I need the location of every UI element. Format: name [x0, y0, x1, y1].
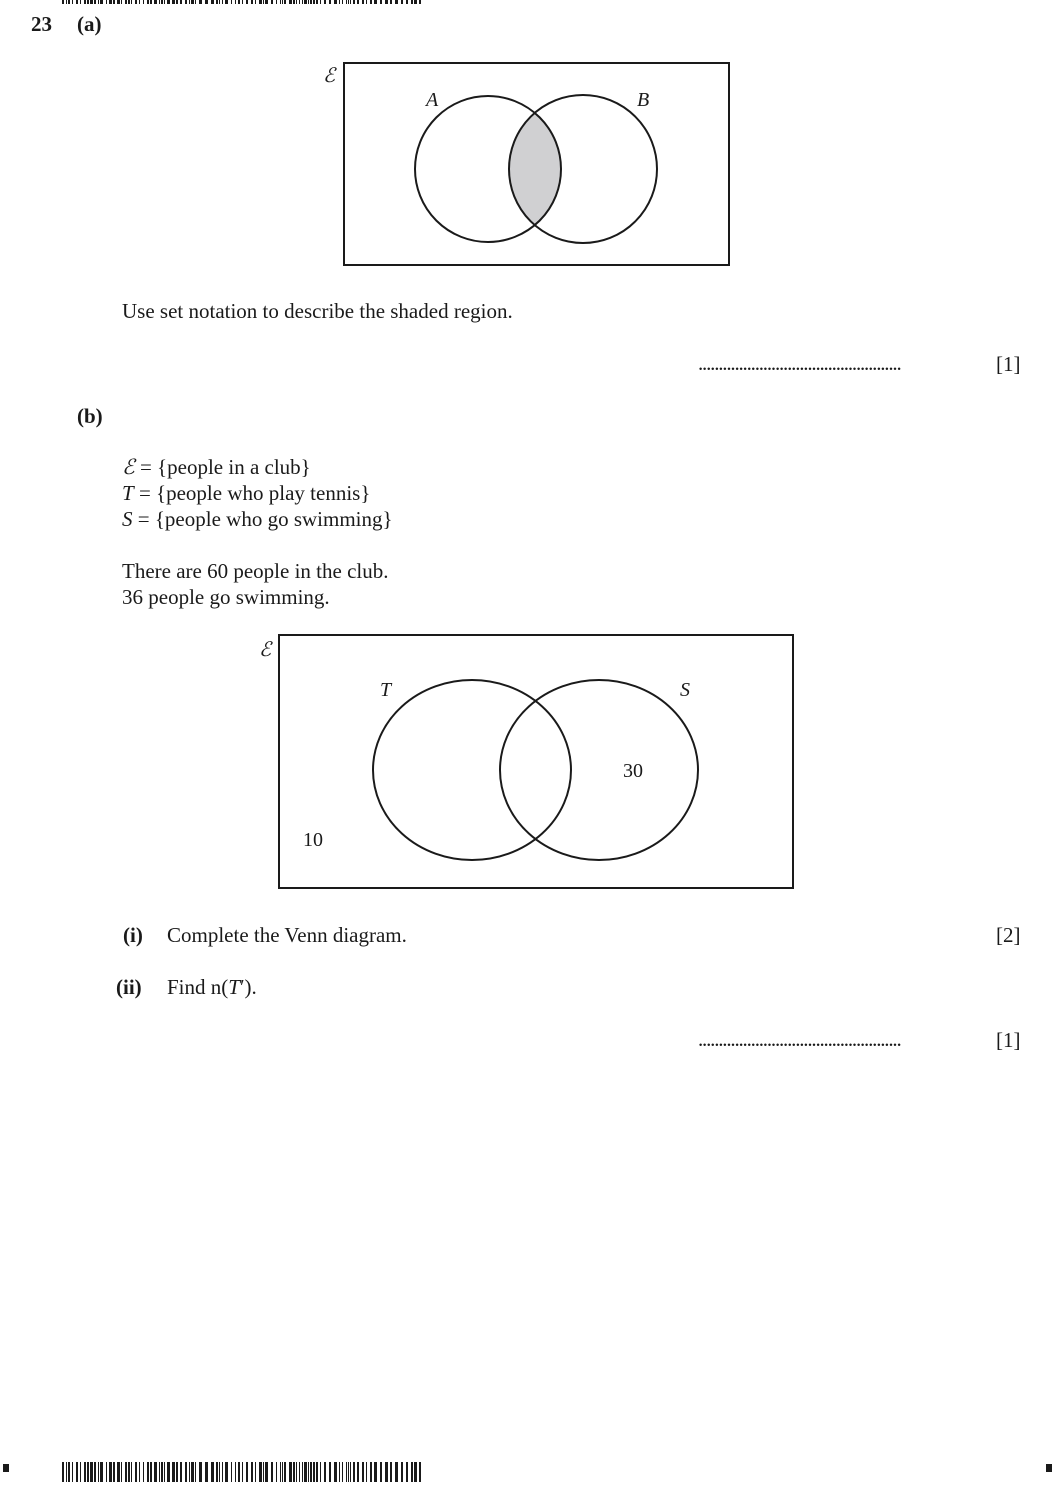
barcode-bar: [390, 0, 392, 4]
barcode-bar: [80, 0, 81, 4]
barcode-bar: [353, 1462, 355, 1482]
barcode-bar: [219, 0, 220, 4]
barcode-bar: [225, 1462, 228, 1482]
barcode-bar: [180, 1462, 182, 1482]
barcode-bar: [222, 0, 223, 4]
barcode-bar: [195, 1462, 196, 1482]
barcode-bar: [246, 1462, 248, 1482]
barcode-bar: [131, 1462, 132, 1482]
barcode-bar: [334, 0, 337, 4]
definition-tennis: [122, 480, 370, 506]
circle-t: [373, 680, 571, 860]
barcode-bar: [308, 1462, 309, 1482]
barcode-bar: [329, 0, 331, 4]
barcode-bar: [216, 0, 218, 4]
barcode-bar: [320, 0, 321, 4]
definition-text: = {people who play tennis}: [138, 481, 371, 505]
barcode-bar: [406, 1462, 408, 1482]
barcode-bar: [211, 0, 214, 4]
barcode-bar: [235, 1462, 236, 1482]
barcode-bar: [90, 0, 93, 4]
barcode-bar: [350, 1462, 351, 1482]
barcode-bar: [135, 1462, 137, 1482]
barcode-bar: [255, 0, 256, 4]
barcode-bar: [222, 1462, 223, 1482]
barcode-bar: [117, 0, 120, 4]
barcode-bar: [276, 1462, 277, 1482]
barcode-bar: [246, 0, 248, 4]
sub-ii-label: (ii): [116, 975, 142, 999]
barcode-bar: [185, 0, 187, 4]
circle-s: [500, 680, 698, 860]
barcode-bar: [150, 0, 152, 4]
barcode-bar: [380, 0, 382, 4]
universal-symbol: ℰ: [259, 639, 272, 661]
barcode-bar: [216, 1462, 218, 1482]
answer-line-b-ii[interactable]: ..................................................: [698, 1027, 901, 1051]
barcode-bar: [100, 1462, 103, 1482]
set-a-label: A: [426, 89, 439, 111]
barcode-bar: [154, 1462, 157, 1482]
barcode-bar: [293, 1462, 295, 1482]
info-line: 36 people go swimming.: [122, 585, 330, 609]
definition-symbol: ℰ: [122, 455, 135, 479]
barcode-bar: [113, 0, 115, 4]
barcode-bar: [94, 1462, 96, 1482]
sub-ii-text-pre: Find n(: [167, 975, 229, 999]
barcode-bar: [84, 0, 86, 4]
info-line: There are 60 people in the club.: [122, 559, 389, 583]
barcode-bar: [310, 0, 312, 4]
barcode-bar: [189, 0, 190, 4]
barcode-bar: [346, 0, 347, 4]
barcode-bar: [299, 0, 300, 4]
barcode-bar: [117, 1462, 120, 1482]
marks-b-i: [2]: [996, 923, 1021, 947]
sub-i-text: Complete the Venn diagram.: [167, 923, 407, 947]
barcode-bar: [231, 1462, 232, 1482]
barcode-bar: [348, 1462, 349, 1482]
barcode-bar: [284, 1462, 286, 1482]
barcode-bar: [211, 1462, 214, 1482]
barcode-bar: [414, 1462, 417, 1482]
barcode-bar: [121, 0, 122, 4]
barcode-bar: [87, 1462, 89, 1482]
barcode-bar: [199, 1462, 202, 1482]
barcode-bar: [205, 0, 208, 4]
barcode-bar: [406, 0, 408, 4]
barcode-bar: [235, 0, 236, 4]
barcode-bar: [304, 1462, 307, 1482]
barcode-bar: [176, 0, 178, 4]
barcode-bar: [66, 0, 67, 4]
barcode-bar: [329, 1462, 331, 1482]
part-b-label: (b): [77, 404, 103, 428]
part-a-instruction: Use set notation to describe the shaded region.: [122, 299, 513, 323]
barcode-bar: [334, 1462, 337, 1482]
barcode-bar: [370, 0, 372, 4]
barcode-bar: [109, 1462, 112, 1482]
barcode-bar: [80, 1462, 81, 1482]
bottom-barcode: [62, 1462, 424, 1482]
barcode-bar: [131, 0, 132, 4]
marks-a: [1]: [996, 352, 1021, 376]
barcode-bar: [302, 1462, 303, 1482]
barcode-bar: [159, 1462, 160, 1482]
universal-set-box: [279, 635, 793, 888]
barcode-bar: [320, 1462, 321, 1482]
universal-symbol: ℰ: [323, 65, 336, 87]
barcode-bar: [84, 1462, 86, 1482]
barcode-bar: [199, 0, 202, 4]
barcode-bar: [324, 0, 326, 4]
barcode-bar: [94, 0, 96, 4]
barcode-bar: [395, 0, 398, 4]
barcode-bar: [251, 1462, 253, 1482]
barcode-bar: [98, 0, 99, 4]
barcode-bar: [161, 1462, 163, 1482]
barcode-bar: [289, 0, 292, 4]
barcode-bar: [374, 0, 377, 4]
barcode-bar: [324, 1462, 326, 1482]
barcode-bar: [76, 1462, 78, 1482]
definition-symbol: T: [122, 481, 134, 505]
barcode-bar: [339, 0, 340, 4]
barcode-bar: [191, 0, 194, 4]
barcode-bar: [172, 0, 175, 4]
set-b-label: B: [637, 89, 650, 111]
barcode-bar: [366, 1462, 367, 1482]
barcode-bar: [350, 0, 351, 4]
barcode-bar: [135, 0, 137, 4]
barcode-bar: [238, 0, 240, 4]
barcode-bar: [72, 0, 73, 4]
barcode-bar: [121, 1462, 122, 1482]
barcode-bar: [259, 0, 262, 4]
barcode-bar: [68, 0, 70, 4]
barcode-bar: [150, 1462, 152, 1482]
barcode-bar: [419, 1462, 421, 1482]
barcode-bar: [357, 1462, 359, 1482]
barcode-bar: [395, 1462, 398, 1482]
barcode-bar: [242, 1462, 243, 1482]
barcode-bar: [147, 1462, 149, 1482]
barcode-bar: [316, 1462, 318, 1482]
barcode-bar: [380, 1462, 382, 1482]
barcode-bar: [310, 1462, 312, 1482]
sub-ii-text: [167, 974, 257, 1000]
registration-mark-left: [3, 1464, 9, 1472]
barcode-bar: [284, 0, 286, 4]
barcode-bar: [362, 1462, 364, 1482]
barcode-bar: [316, 0, 318, 4]
barcode-bar: [185, 1462, 187, 1482]
barcode-bar: [296, 1462, 297, 1482]
barcode-bar: [282, 0, 283, 4]
sub-i-label: (i): [123, 923, 143, 947]
barcode-bar: [66, 1462, 67, 1482]
definition-swimming: [122, 506, 393, 532]
barcode-bar: [109, 0, 112, 4]
barcode-bar: [167, 1462, 170, 1482]
set-t-label: T: [380, 679, 392, 701]
barcode-bar: [180, 0, 182, 4]
barcode-bar: [159, 0, 160, 4]
barcode-bar: [339, 1462, 340, 1482]
barcode-bar: [68, 1462, 70, 1482]
barcode-bar: [411, 0, 413, 4]
barcode-bar: [143, 0, 144, 4]
barcode-bar: [357, 0, 359, 4]
barcode-bar: [128, 1462, 130, 1482]
barcode-bar: [125, 0, 127, 4]
barcode-bar: [263, 1462, 264, 1482]
barcode-bar: [411, 1462, 413, 1482]
barcode-bar: [143, 1462, 144, 1482]
barcode-bar: [348, 0, 349, 4]
barcode-bar: [154, 0, 157, 4]
barcode-bar: [265, 1462, 268, 1482]
barcode-bar: [313, 0, 315, 4]
barcode-bar: [225, 0, 228, 4]
barcode-bar: [98, 1462, 99, 1482]
barcode-bar: [401, 0, 403, 4]
definition-universal: [122, 454, 311, 480]
barcode-bar: [147, 0, 149, 4]
barcode-bar: [263, 0, 264, 4]
barcode-bar: [161, 0, 163, 4]
barcode-bar: [87, 0, 89, 4]
value-s-only: 30: [623, 760, 643, 782]
barcode-bar: [370, 1462, 372, 1482]
barcode-bar: [72, 1462, 73, 1482]
barcode-bar: [128, 0, 130, 4]
barcode-bar: [308, 0, 309, 4]
barcode-bar: [139, 0, 140, 4]
barcode-bar: [302, 0, 303, 4]
barcode-bar: [293, 0, 295, 4]
barcode-bar: [189, 1462, 190, 1482]
barcode-bar: [289, 1462, 292, 1482]
barcode-bar: [125, 1462, 127, 1482]
sub-ii-text-post: ′).: [239, 975, 257, 999]
value-outside: 10: [303, 829, 323, 851]
barcode-bar: [219, 1462, 220, 1482]
barcode-bar: [205, 1462, 208, 1482]
barcode-bar: [76, 0, 78, 4]
question-number: 23: [31, 12, 52, 36]
barcode-bar: [167, 0, 170, 4]
barcode-bar: [176, 1462, 178, 1482]
barcode-bar: [195, 0, 196, 4]
barcode-bar: [100, 0, 103, 4]
barcode-bar: [271, 0, 273, 4]
barcode-bar: [296, 0, 297, 4]
barcode-bar: [414, 0, 417, 4]
venn-diagram-t-s: [255, 630, 800, 894]
barcode-bar: [366, 0, 367, 4]
barcode-bar: [346, 1462, 347, 1482]
barcode-bar: [342, 1462, 343, 1482]
definition-text: = {people in a club}: [139, 455, 311, 479]
barcode-bar: [362, 0, 364, 4]
barcode-bar: [113, 1462, 115, 1482]
barcode-bar: [231, 0, 232, 4]
venn-diagram-a-b: [320, 58, 740, 270]
barcode-bar: [419, 0, 421, 4]
marks-b-ii: [1]: [996, 1028, 1021, 1052]
barcode-bar: [265, 0, 268, 4]
barcode-bar: [271, 1462, 273, 1482]
set-s-label: S: [680, 679, 690, 701]
part-a-label: (a): [77, 12, 102, 36]
barcode-bar: [304, 0, 307, 4]
barcode-bar: [280, 0, 281, 4]
definition-text: = {people who go swimming}: [137, 507, 393, 531]
barcode-bar: [374, 1462, 377, 1482]
registration-mark-right: [1046, 1464, 1052, 1472]
barcode-bar: [385, 1462, 388, 1482]
barcode-bar: [106, 1462, 107, 1482]
barcode-bar: [164, 0, 165, 4]
barcode-bar: [313, 1462, 315, 1482]
barcode-bar: [62, 1462, 64, 1482]
barcode-bar: [280, 1462, 281, 1482]
top-barcode: [62, 0, 424, 4]
barcode-bar: [299, 1462, 300, 1482]
barcode-bar: [255, 1462, 256, 1482]
barcode-bar: [401, 1462, 403, 1482]
barcode-bar: [139, 1462, 140, 1482]
barcode-bar: [164, 1462, 165, 1482]
definition-symbol: S: [122, 507, 133, 531]
barcode-bar: [385, 0, 388, 4]
sub-ii-variable: T: [228, 975, 240, 999]
barcode-bar: [191, 1462, 194, 1482]
barcode-bar: [251, 0, 253, 4]
barcode-bar: [238, 1462, 240, 1482]
barcode-bar: [172, 1462, 175, 1482]
barcode-bar: [62, 0, 64, 4]
barcode-bar: [259, 1462, 262, 1482]
barcode-bar: [353, 0, 355, 4]
barcode-bar: [390, 1462, 392, 1482]
barcode-bar: [90, 1462, 93, 1482]
answer-line-a[interactable]: ..................................................: [698, 351, 901, 375]
barcode-bar: [106, 0, 107, 4]
barcode-bar: [276, 0, 277, 4]
barcode-bar: [342, 0, 343, 4]
barcode-bar: [282, 1462, 283, 1482]
barcode-bar: [242, 0, 243, 4]
